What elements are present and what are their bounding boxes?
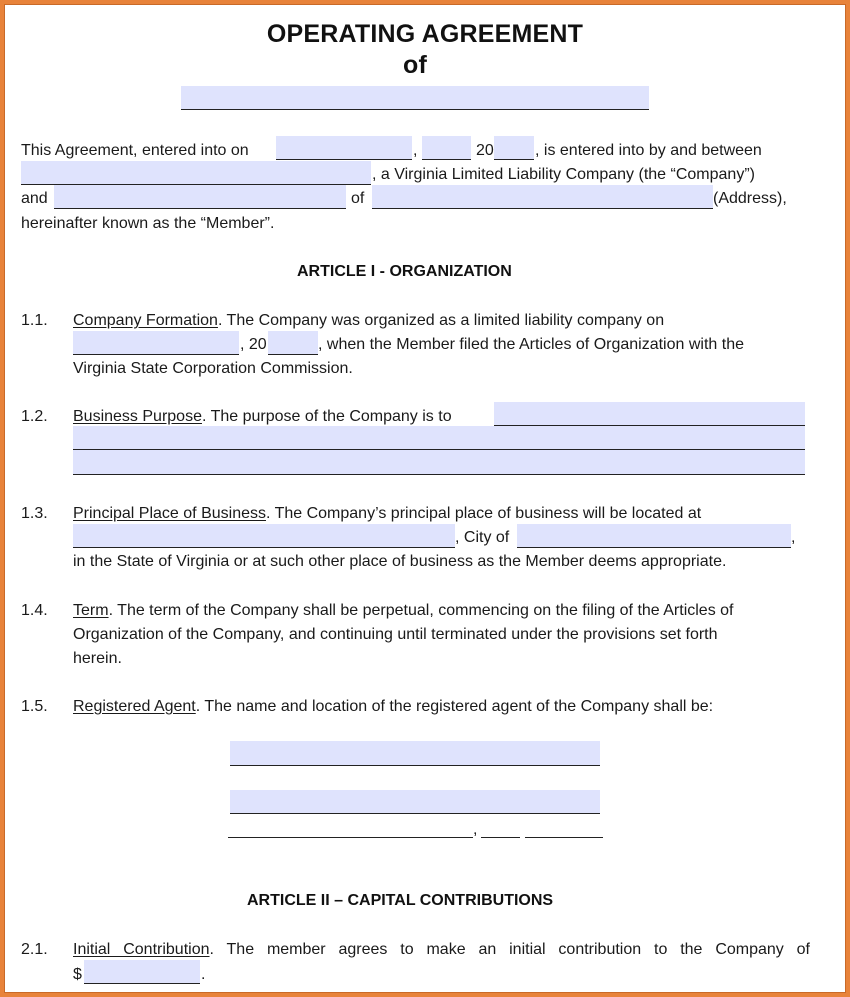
- initial-contribution-field[interactable]: [84, 960, 200, 984]
- section-1-3-number: 1.3.: [21, 505, 48, 522]
- registered-agent-city-line[interactable]: [228, 837, 473, 838]
- section-1-1-number: 1.1.: [21, 312, 48, 329]
- company-legal-name-field[interactable]: [21, 161, 371, 185]
- section-1-1-text-a: . The Company was organized as a limited liability company on: [217, 312, 665, 329]
- section-1-2-title: Business Purpose: [73, 408, 202, 425]
- section-1-1-line1: [73, 311, 664, 331]
- article-1-heading: ARTICLE I - ORGANIZATION: [297, 263, 512, 280]
- section-2-1-line1: [73, 940, 810, 960]
- intro-and: and: [21, 190, 48, 207]
- section-1-3-line1: [73, 504, 701, 524]
- registered-agent-name-field[interactable]: [230, 741, 600, 766]
- section-2-1-text-a: . The member agrees to make an initial contribution to the Company of: [209, 941, 810, 958]
- section-1-5-title: Registered Agent: [73, 698, 196, 715]
- section-1-3-city-label: , City of: [455, 529, 510, 546]
- section-1-2-text-a: . The purpose of the Company is to: [201, 408, 452, 425]
- intro-comma: ,: [413, 142, 418, 159]
- section-1-1-text-c: Virginia State Corporation Commission.: [73, 360, 353, 377]
- agreement-date-field[interactable]: [276, 136, 412, 160]
- section-1-3-text-a: . The Company’s principal place of business will be located at: [265, 505, 702, 522]
- agreement-year-field[interactable]: [494, 136, 534, 160]
- intro-of: of: [351, 190, 365, 207]
- section-1-1-title: Company Formation: [73, 312, 218, 329]
- section-2-1-number: 2.1.: [21, 941, 48, 958]
- section-1-5-number: 1.5.: [21, 698, 48, 715]
- intro-year-prefix: 20: [476, 142, 494, 159]
- section-1-4-line1: [73, 601, 734, 621]
- intro-line1-suffix: , is entered into by and between: [535, 142, 762, 159]
- section-1-4-number: 1.4.: [21, 602, 48, 619]
- section-2-1-currency: $: [73, 966, 82, 983]
- company-name-field[interactable]: [181, 86, 649, 110]
- document-title: OPERATING AGREEMENT: [266, 20, 584, 48]
- formation-year-field[interactable]: [268, 331, 318, 355]
- principal-address-field[interactable]: [73, 524, 455, 548]
- registered-agent-zip-line[interactable]: [525, 837, 603, 838]
- section-1-1-text-b: , when the Member filed the Articles of Organization with the: [318, 336, 744, 353]
- section-1-3-comma: ,: [791, 529, 796, 546]
- member-name-field[interactable]: [54, 185, 346, 209]
- section-1-5-text-a: . The name and location of the registered agent of the Company shall be:: [195, 698, 714, 715]
- business-purpose-field-2[interactable]: [73, 426, 805, 450]
- principal-city-field[interactable]: [517, 524, 791, 548]
- formation-date-field[interactable]: [73, 331, 239, 355]
- business-purpose-field-3[interactable]: [73, 450, 805, 475]
- section-1-5-comma: ,: [473, 821, 478, 838]
- section-1-3-title: Principal Place of Business: [73, 505, 266, 522]
- section-1-4-title: Term: [73, 602, 109, 619]
- article-2-heading: ARTICLE II – CAPITAL CONTRIBUTIONS: [247, 892, 554, 909]
- section-1-2-number: 1.2.: [21, 408, 48, 425]
- section-1-1-year-prefix: , 20: [240, 336, 267, 353]
- intro-line2-suffix: , a Virginia Limited Liability Company (the “Company”): [372, 166, 755, 183]
- intro-prefix: This Agreement, entered into on: [21, 142, 249, 159]
- section-1-5-line1: [73, 697, 713, 717]
- agreement-day-field[interactable]: [422, 136, 471, 160]
- registered-agent-state-line[interactable]: [481, 837, 520, 838]
- intro-address-label: (Address),: [713, 190, 787, 207]
- business-purpose-field-1[interactable]: [494, 402, 805, 426]
- intro-line4: hereinafter known as the “Member”.: [21, 215, 275, 232]
- section-2-1-title: Initial Contribution: [73, 941, 210, 958]
- section-1-4-text-c: herein.: [73, 650, 122, 667]
- member-address-field[interactable]: [372, 185, 713, 209]
- section-1-4-text-b: Organization of the Company, and continuing until terminated under the provisions set forth: [73, 626, 718, 643]
- registered-agent-street-field[interactable]: [230, 790, 600, 814]
- section-2-1-period: .: [201, 966, 206, 983]
- section-1-2-line1: [73, 407, 452, 427]
- document-title-of: of: [403, 51, 427, 79]
- section-1-4-text-a: . The term of the Company shall be perpetual, commencing on the filing of the Articles of: [108, 602, 734, 619]
- section-1-3-text-c: in the State of Virginia or at such other place of business as the Member deems appropriate.: [73, 553, 727, 570]
